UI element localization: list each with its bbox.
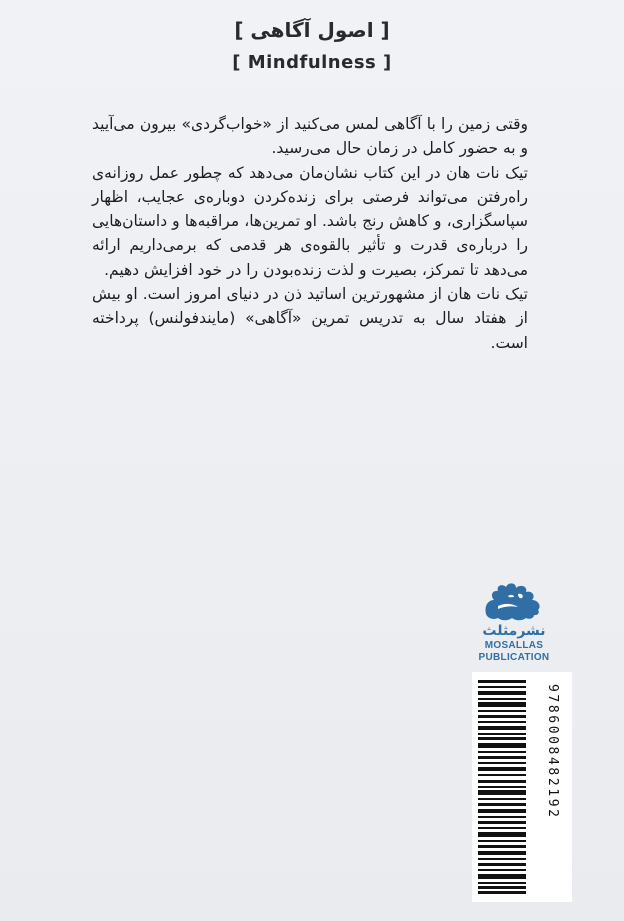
description-paragraph-1: وقتی زمین را با آگاهی لمس می‌کنید از «خواب‌گردی» بیرون می‌آیید و به حضور کامل در زمان حال می‌رسید. bbox=[92, 115, 528, 158]
series-title-english: [ Mindfulness ] bbox=[232, 52, 392, 73]
description-paragraph-3: تیک نات هان از مشهورترین اساتید ذن در دنیای امروز است. او بیش از هفتاد سال به تدریس تمرین «آگاهی» (مایندفولنس) پرداخته است. bbox=[92, 285, 528, 352]
horse-icon bbox=[478, 578, 550, 622]
isbn-barcode bbox=[472, 672, 572, 902]
series-title-persian: [ اصول آگاهی ] bbox=[234, 18, 390, 42]
publisher-name-english-1: MOSALLAS bbox=[484, 640, 544, 651]
publisher-name-english-2: PUBLICATION bbox=[478, 652, 550, 663]
publisher-logo bbox=[466, 578, 562, 664]
description-text bbox=[92, 112, 528, 355]
barcode-bars bbox=[478, 680, 526, 894]
description-paragraph-2: تیک نات هان در این کتاب نشان‌مان می‌دهد که چطور عمل روزانه‌ی راه‌رفتن می‌تواند فرصتی برای زنده‌کردن دوباره‌ی عجایب، اظهار سپاسگزاری، و کاهش رنج باشد. او تمرین‌ها، مراقبه‌ها و داستان‌هایی را درباره‌ی قدرت و تأثیر بالقوه‌ی هر قدمی که برمی‌داریم ارائه می‌دهد تا تمرکز، بصیرت و لذت زنده‌بودن را در خود افزایش دهیم. bbox=[92, 163, 528, 279]
publisher-name-persian: نشرمثلث bbox=[482, 623, 546, 639]
isbn-number: 9786008482192 bbox=[545, 684, 560, 820]
